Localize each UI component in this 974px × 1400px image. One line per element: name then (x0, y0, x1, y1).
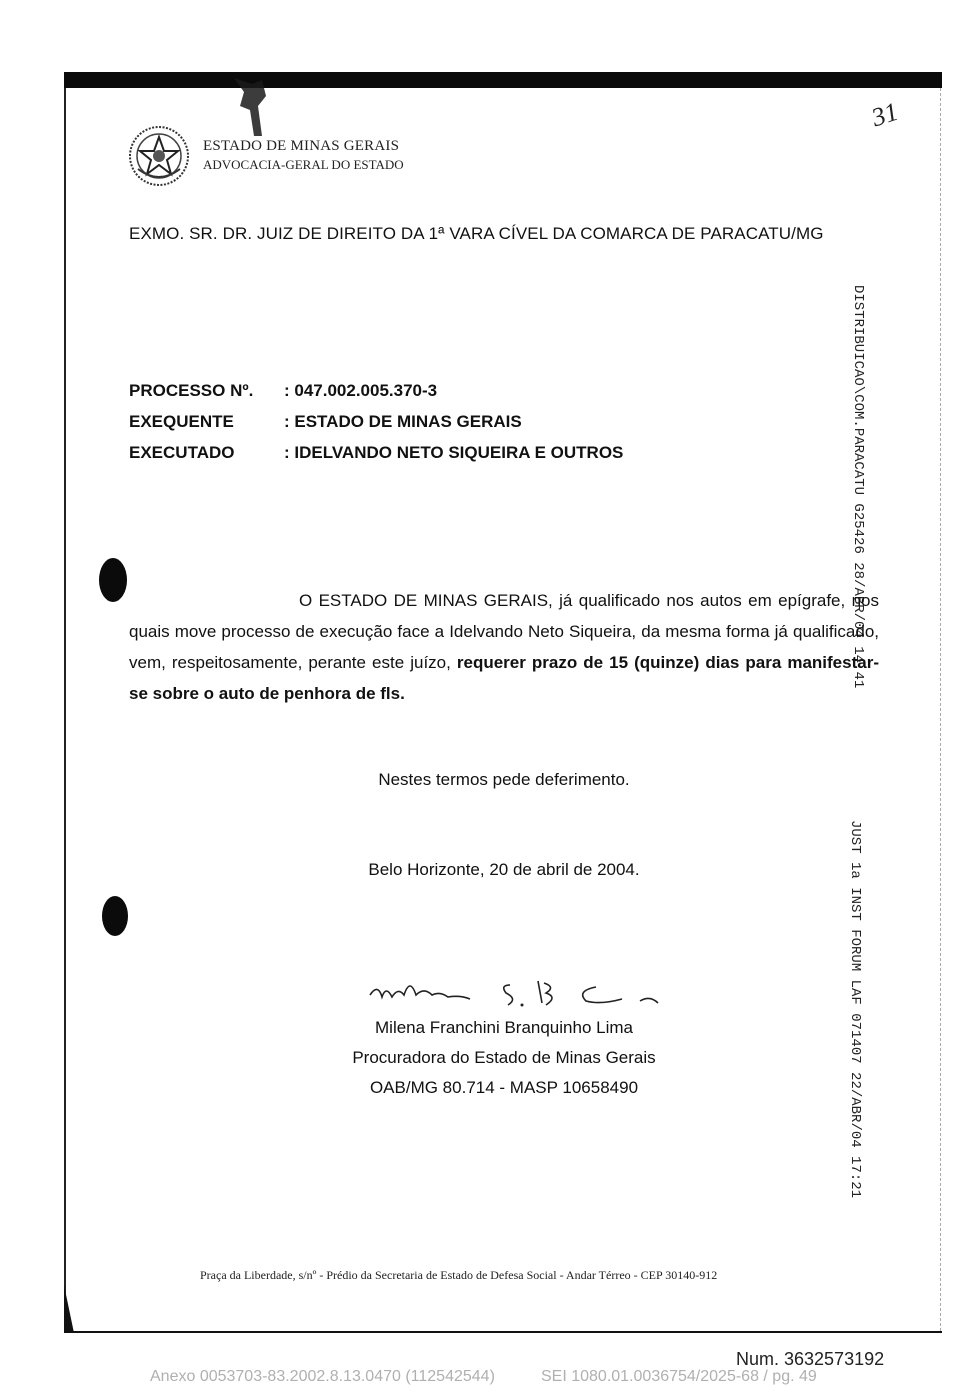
handwritten-page-number: 31 (868, 96, 902, 133)
case-row-plaintiff (129, 406, 623, 437)
page-top-border (64, 72, 942, 88)
state-name: ESTADO DE MINAS GERAIS (203, 138, 400, 154)
agency-name: ADVOCACIA-GERAL DO ESTADO (203, 157, 404, 172)
punch-hole (102, 896, 128, 936)
signer-registration: OAB/MG 80.714 - MASP 10658490 (369, 1078, 639, 1097)
petition-request: requerer prazo de 15 (quinze) dias para manifestar-se sobre o auto de penhora de fls. (129, 653, 879, 703)
case-info-table (129, 375, 623, 468)
handwritten-signature (360, 965, 680, 1015)
page-right-border (940, 88, 942, 1331)
coat-of-arms-seal (128, 125, 190, 187)
case-value: : 047.002.005.370-3 (284, 380, 438, 400)
scan-shadow (64, 1285, 74, 1333)
case-label: EXECUTADO (129, 442, 235, 462)
signer-title: Procuradora do Estado de Minas Gerais (352, 1048, 656, 1067)
closing-line: Nestes termos pede deferimento. (378, 770, 630, 789)
case-row-defendant (129, 437, 623, 468)
case-label: EXEQUENTE (129, 411, 234, 431)
document-number: Num. 3632573192 (736, 1349, 885, 1369)
case-label: PROCESSO Nº. (129, 380, 254, 400)
page-left-border (64, 88, 66, 1333)
distribution-stamp: DISTRIBUICAO\COM.PARACATU G25426 28/ABR/04 14:41 (850, 285, 866, 689)
page-bottom-border (64, 1331, 942, 1333)
scan-smudge (232, 76, 268, 138)
petition-body (129, 585, 879, 709)
signer-name: Milena Franchini Branquinho Lima (375, 1018, 633, 1037)
footer-address: Praça da Liberdade, s/nº - Prédio da Secretaria de Estado de Defesa Social - Andar Térreo - CEP 30140-912 (200, 1268, 718, 1282)
punch-hole (99, 558, 127, 602)
signature-block (129, 1013, 879, 1103)
case-value: : ESTADO DE MINAS GERAIS (284, 411, 522, 431)
case-value: : IDELVANDO NETO SIQUEIRA E OUTROS (284, 442, 624, 462)
petition-text: O ESTADO DE MINAS GERAIS, já qualificado nos autos em epígrafe, nos quais move processo de execução face a Idelvando Neto Siqueira, da mesma forma já qualificado, vem, respeitosamente, perante este juízo, (129, 591, 879, 672)
sei-reference: SEI 1080.01.0036754/2025-68 / pg. 49 (541, 1368, 817, 1385)
letterhead (203, 138, 404, 173)
addressee-line: EXMO. SR. DR. JUIZ DE DIREITO DA 1ª VARA CÍVEL DA COMARCA DE PARACATU/MG (129, 224, 824, 243)
annex-reference: Anexo 0053703-83.2002.8.13.0470 (112542544) (150, 1368, 495, 1385)
case-row-process (129, 375, 623, 406)
protocol-stamp: JUST 1a INST FORUM LAF 071407 22/ABR/04 17:21 (847, 820, 863, 1199)
place-date: Belo Horizonte, 20 de abril de 2004. (368, 860, 640, 879)
